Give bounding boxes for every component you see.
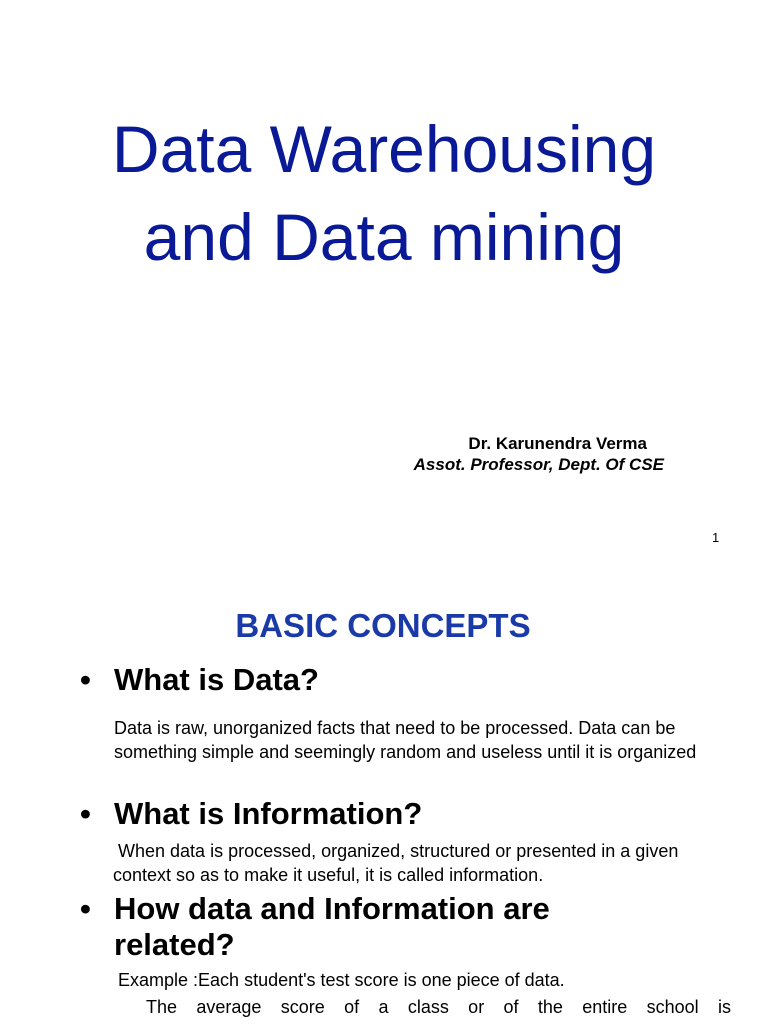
author-role: Assot. Professor, Dept. Of CSE — [413, 455, 664, 474]
slide-title — [0, 105, 768, 281]
slide-title-line-1: Data Warehousing — [111, 112, 657, 186]
slide-title-line-2: and Data mining — [143, 200, 625, 274]
bullet-answer: Data is raw, unorganized facts that need to be processed. Data can be something simple and seemingly random and useless until it is organized — [114, 718, 697, 762]
bullet-what-is-data — [80, 662, 714, 698]
bullet-question: How data and Information are related? — [114, 891, 550, 962]
bullet-marker: • — [80, 662, 91, 697]
bullet-answer-line-2: The average score of a class or of the entire school is — [146, 997, 731, 1017]
author-name: Dr. Karunendra Verma — [468, 434, 647, 453]
bullet-question: What is Data? — [114, 662, 319, 697]
concepts-slide — [0, 560, 768, 1024]
bullet-what-is-information — [80, 796, 714, 832]
bullet-data-information-relation — [80, 891, 634, 963]
author-block — [414, 434, 664, 476]
bullet-marker: • — [80, 796, 91, 831]
section-heading: BASIC CONCEPTS — [235, 607, 531, 644]
bullet-question: What is Information? — [114, 796, 423, 831]
bullet-answer: When data is processed, organized, structured or presented in a given context so as to make it useful, it is called information. — [113, 841, 684, 885]
bullet-marker: • — [80, 891, 91, 926]
page-number: 1 — [712, 530, 720, 545]
bullet-answer-line-1: Example :Each student's test score is one piece of data. — [113, 970, 565, 990]
